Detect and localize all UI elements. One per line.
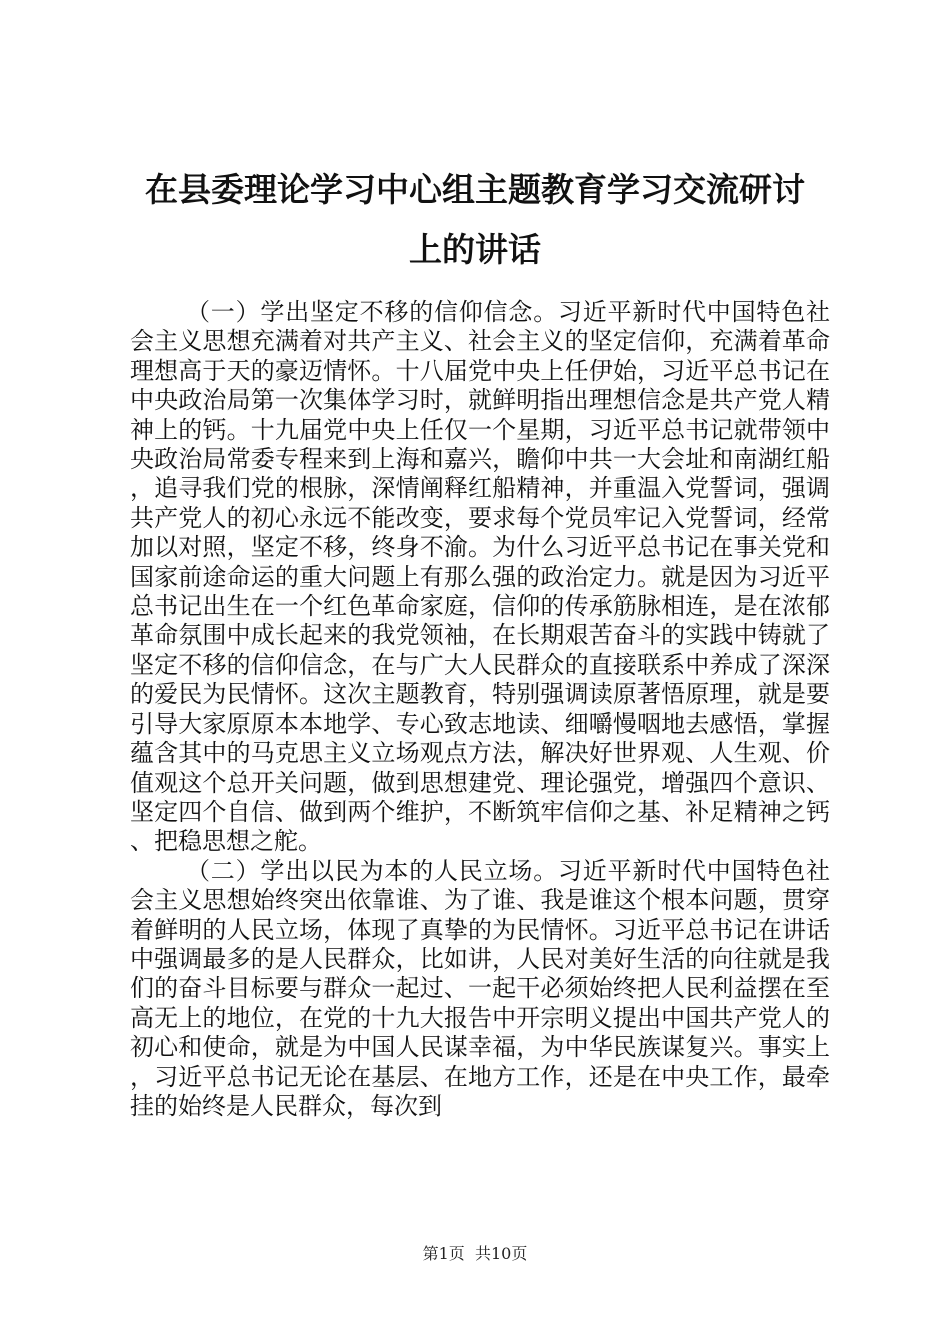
document-body [130,298,830,1121]
title-line-2: 上的讲话 [409,230,541,269]
page-footer [0,1244,950,1264]
title-line-1: 在县委理论学习中心组主题教育学习交流研讨 [145,170,805,209]
page-number: 第1页 [422,1244,465,1263]
document-title [110,160,840,280]
paragraph-2: （二）学出以民为本的人民立场。习近平新时代中国特色社会主义思想始终突出依靠谁、为了谁、我是谁这个根本问题，贯穿着鲜明的人民立场，体现了真挚的为民情怀。习近平总书记在讲话中强调最多的是人民群众，比如讲，人民对美好生活的向往就是我们的奋斗目标要与群众一起过、一起干必须始终把人民利益摆在至高无上的地位，在党的十九大报告中开宗明义提出中国共产党人的初心和使命，就是为中国人民谋幸福，为中华民族谋复兴。事实上，习近平总书记无论在基层、在地方工作，还是在中央工作，最牵挂的始终是人民群众，每次到 [130,856,830,1120]
paragraph-1: （一）学出坚定不移的信仰信念。习近平新时代中国特色社会主义思想充满着对共产主义、社会主义的坚定信仰，充满着革命理想高于天的豪迈情怀。十八届党中央上任伊始，习近平总书记在中央政治局第一次集体学习时，就鲜明指出理想信念是共产党人精神上的钙。十九届党中央上任仅一个星期，习近平总书记就带领中央政治局常委专程来到上海和嘉兴，瞻仰中共一大会址和南湖红船，追寻我们党的根脉，深情阐释红船精神，并重温入党誓词，强调共产党人的初心永远不能改变，要求每个党员牢记入党誓词，经常加以对照，坚定不移，终身不渝。为什么习近平总书记在事关党和国家前途命运的重大问题上有那么强的政治定力。就是因为习近平总书记出生在一个红色革命家庭，信仰的传承筋脉相连，是在浓郁革命氛围中成长起来的我党领袖，在长期艰苦奋斗的实践中铸就了坚定不移的信仰信念，在与广大人民群众的直接联系中养成了深深的爱民为民情怀。这次主题教育，特别强调读原著悟原理，就是要引导大家原原本本地学、专心致志地读、细嚼慢咽地去感悟，掌握蕴含其中的马克思主义立场观点方法，解决好世界观、人生观、价值观这个总开关问题，做到思想建党、理论强党，增强四个意识、坚定四个自信、做到两个维护，不断筑牢信仰之基、补足精神之钙、把稳思想之舵。 [130,298,830,856]
page-total: 共10页 [474,1244,528,1263]
